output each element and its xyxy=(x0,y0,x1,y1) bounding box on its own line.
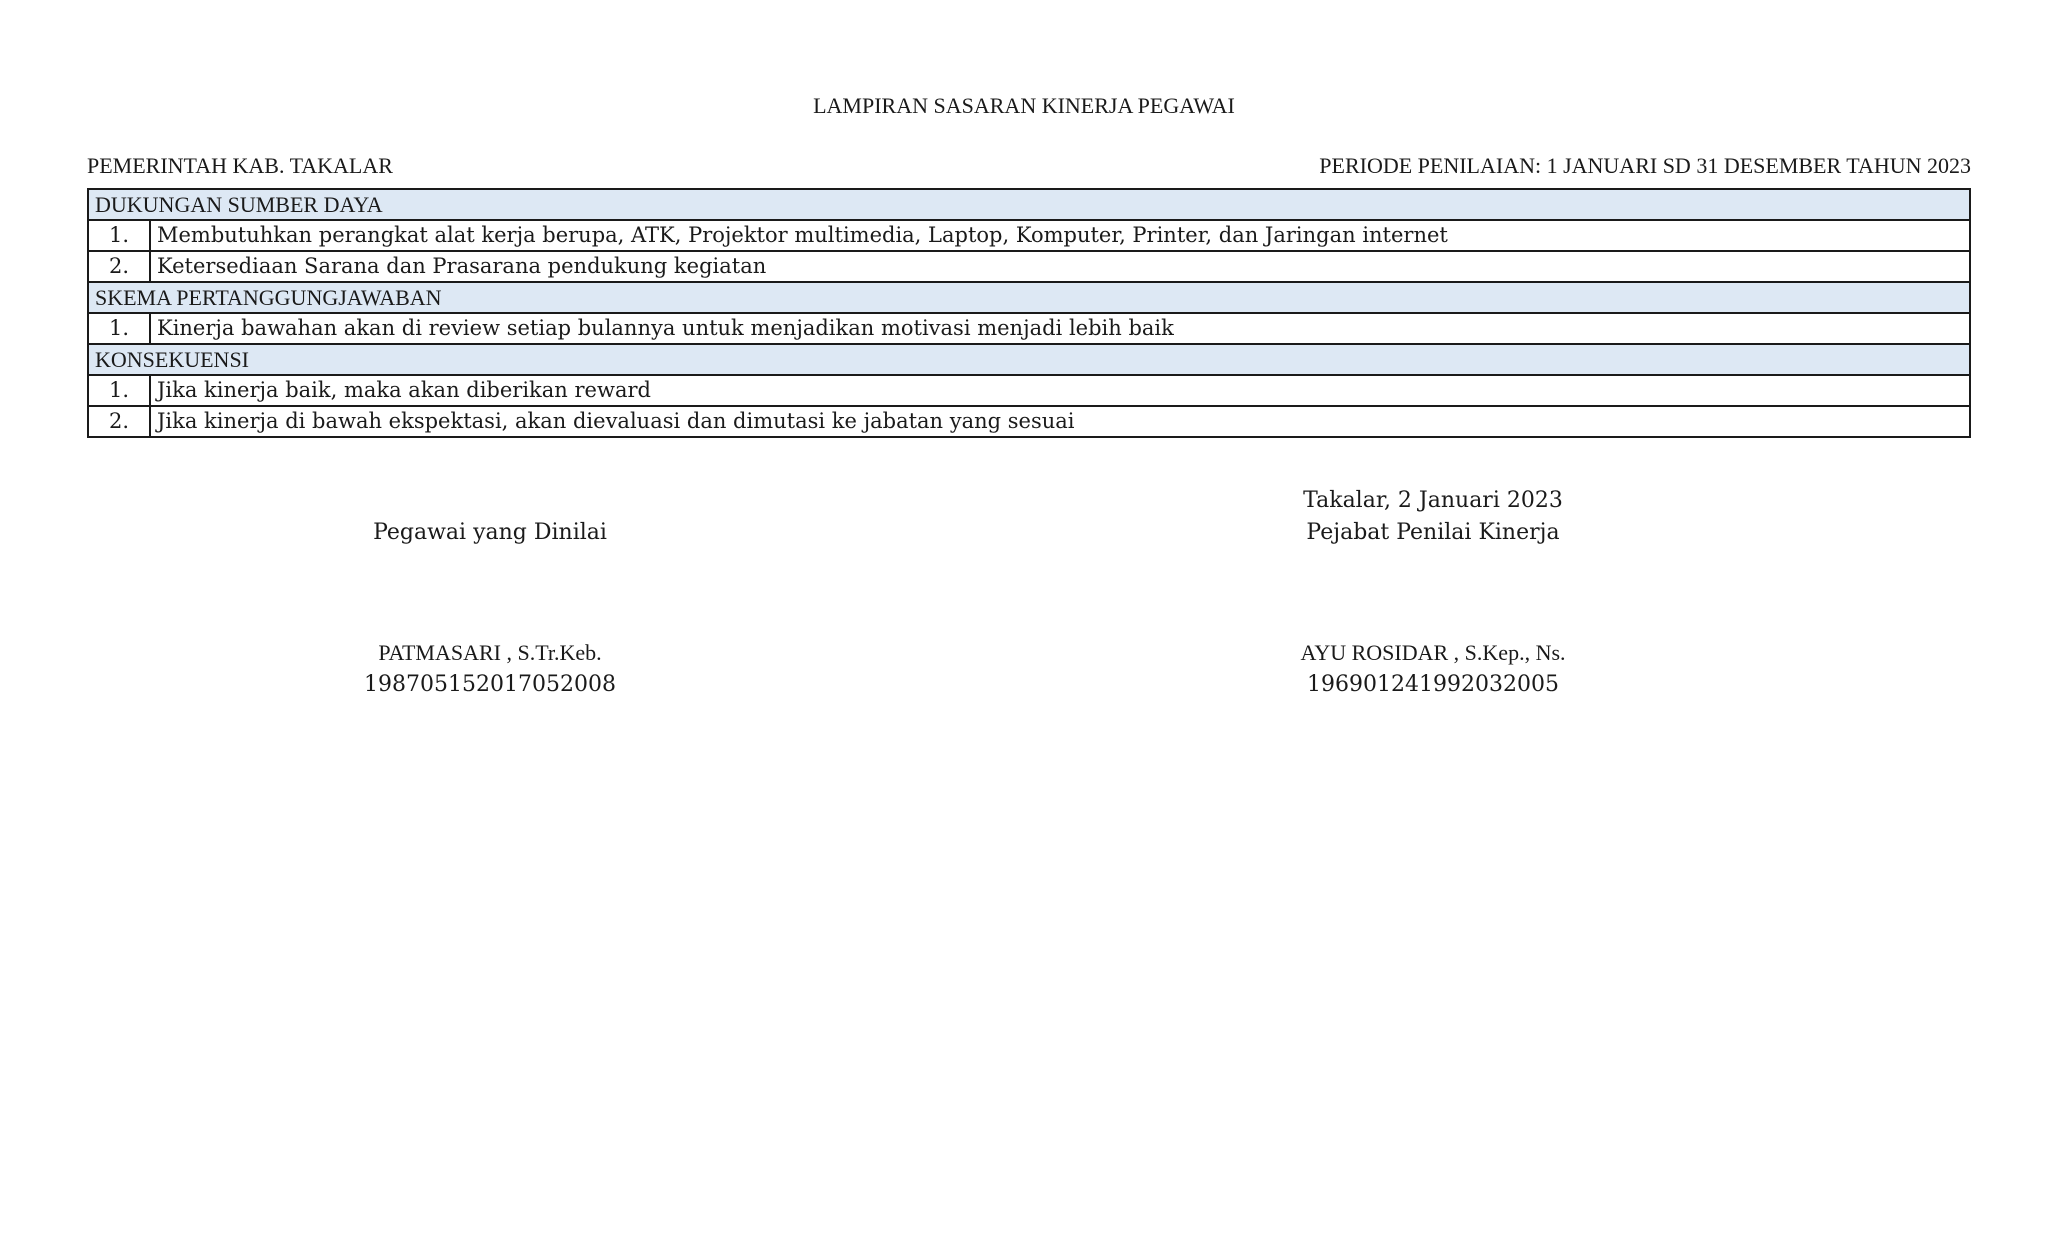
appraiser-role: Pejabat Penilai Kinerja xyxy=(1306,520,1560,545)
item-text: Kinerja bawahan akan di review setiap bulannya untuk menjadikan motivasi menjadi lebih baik xyxy=(150,313,1970,344)
table-row xyxy=(88,220,1970,251)
section-heading: SKEMA PERTANGGUNGJAWABAN xyxy=(88,282,1970,313)
item-number: 1. xyxy=(88,375,150,406)
item-number: 2. xyxy=(88,251,150,282)
table-row xyxy=(88,251,1970,282)
section-header-row xyxy=(88,344,1970,375)
item-text: Ketersediaan Sarana dan Prasarana pendukung kegiatan xyxy=(150,251,1970,282)
item-text: Jika kinerja baik, maka akan diberikan reward xyxy=(150,375,1970,406)
employee-role: Pegawai yang Dinilai xyxy=(373,520,607,545)
appraiser-name: AYU ROSIDAR , S.Kep., Ns. xyxy=(1300,640,1566,665)
organization-name: PEMERINTAH KAB. TAKALAR xyxy=(87,153,393,178)
attachment-table xyxy=(87,188,1971,438)
section-header-row xyxy=(88,189,1970,220)
table-row xyxy=(88,375,1970,406)
item-text: Membutuhkan perangkat alat kerja berupa, ATK, Projektor multimedia, Laptop, Komputer, Printer, dan Jaringan internet xyxy=(150,220,1970,251)
section-heading: DUKUNGAN SUMBER DAYA xyxy=(88,189,1970,220)
item-text: Jika kinerja di bawah ekspektasi, akan dievaluasi dan dimutasi ke jabatan yang sesuai xyxy=(150,406,1970,437)
appraiser-nip: 196901241992032005 xyxy=(1307,672,1559,697)
place-date: Takalar, 2 Januari 2023 xyxy=(1303,488,1563,513)
table-row xyxy=(88,406,1970,437)
item-number: 1. xyxy=(88,313,150,344)
section-heading: KONSEKUENSI xyxy=(88,344,1970,375)
document-title: LAMPIRAN SASARAN KINERJA PEGAWAI xyxy=(813,93,1235,118)
assessment-period: PERIODE PENILAIAN: 1 JANUARI SD 31 DESEMBER TAHUN 2023 xyxy=(1319,153,1971,178)
employee-nip: 198705152017052008 xyxy=(364,672,616,697)
employee-name: PATMASARI , S.Tr.Keb. xyxy=(378,640,602,665)
item-number: 1. xyxy=(88,220,150,251)
item-number: 2. xyxy=(88,406,150,437)
section-header-row xyxy=(88,282,1970,313)
table-row xyxy=(88,313,1970,344)
